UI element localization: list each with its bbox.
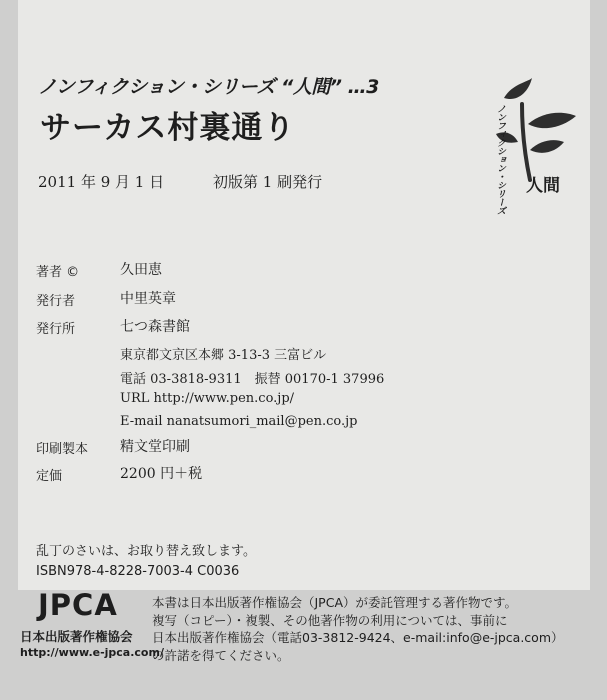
publisher-email: E-mail nanatsumori_mail@pen.co.jp: [120, 414, 358, 429]
issuer-label: 発行者: [36, 294, 76, 309]
price-label: 定価: [36, 469, 63, 484]
logo-series-text: ノンフィクション・シリーズ: [495, 104, 505, 215]
publisher-label: 発行所: [36, 322, 76, 337]
publication-date: 2011 年 9 月 1 日: [38, 173, 165, 191]
replacement-notice: 乱丁のさいは、お取り替え致します。: [36, 544, 256, 559]
price-value: 2200 円＋税: [120, 466, 203, 482]
issuer-name: 中里英章: [120, 291, 176, 307]
jpca-logo: JPCA: [38, 588, 118, 622]
author-name: 久田恵: [120, 262, 162, 278]
publisher-address: 東京都文京区本郷 3-13-3 三富ビル: [120, 348, 327, 363]
book-title: サーカス村裏通り: [40, 110, 296, 146]
author-label: 著者 ©: [36, 265, 80, 280]
publisher-name: 七つ森書館: [120, 319, 190, 335]
isbn: ISBN978-4-8228-7003-4 C0036: [36, 564, 240, 579]
jpca-notice-line: 複写（コピー）・複製、その他著作物の利用については、事前に: [152, 612, 508, 628]
jpca-notice-line: 本書は日本出版著作権協会（JPCA）が委託管理する著作物です。: [152, 595, 518, 610]
jpca-notice-line: の許諾を得てください。: [152, 647, 290, 663]
publisher-phone: 電話 03-3818-9311 振替 00170-1 37996: [120, 372, 385, 387]
printing-label: 印刷製本: [36, 442, 89, 457]
edition-note: 初版第 1 刷発行: [213, 173, 323, 191]
jpca-notice: [152, 594, 564, 664]
jpca-url: http://www.e-jpca.com/: [20, 646, 164, 659]
printer-name: 精文堂印刷: [120, 439, 190, 455]
logo-name: 人間: [526, 176, 560, 196]
jpca-organization: 日本出版著作権協会: [20, 629, 133, 644]
publisher-url: URL http://www.pen.co.jp/: [120, 391, 295, 406]
jpca-notice-line: 日本出版著作権協会（電話03-3812-9424、e-mail:info@e-jpca.com）: [152, 630, 564, 645]
series-title: ノンフィクション・シリーズ “人間” …3: [38, 76, 379, 98]
